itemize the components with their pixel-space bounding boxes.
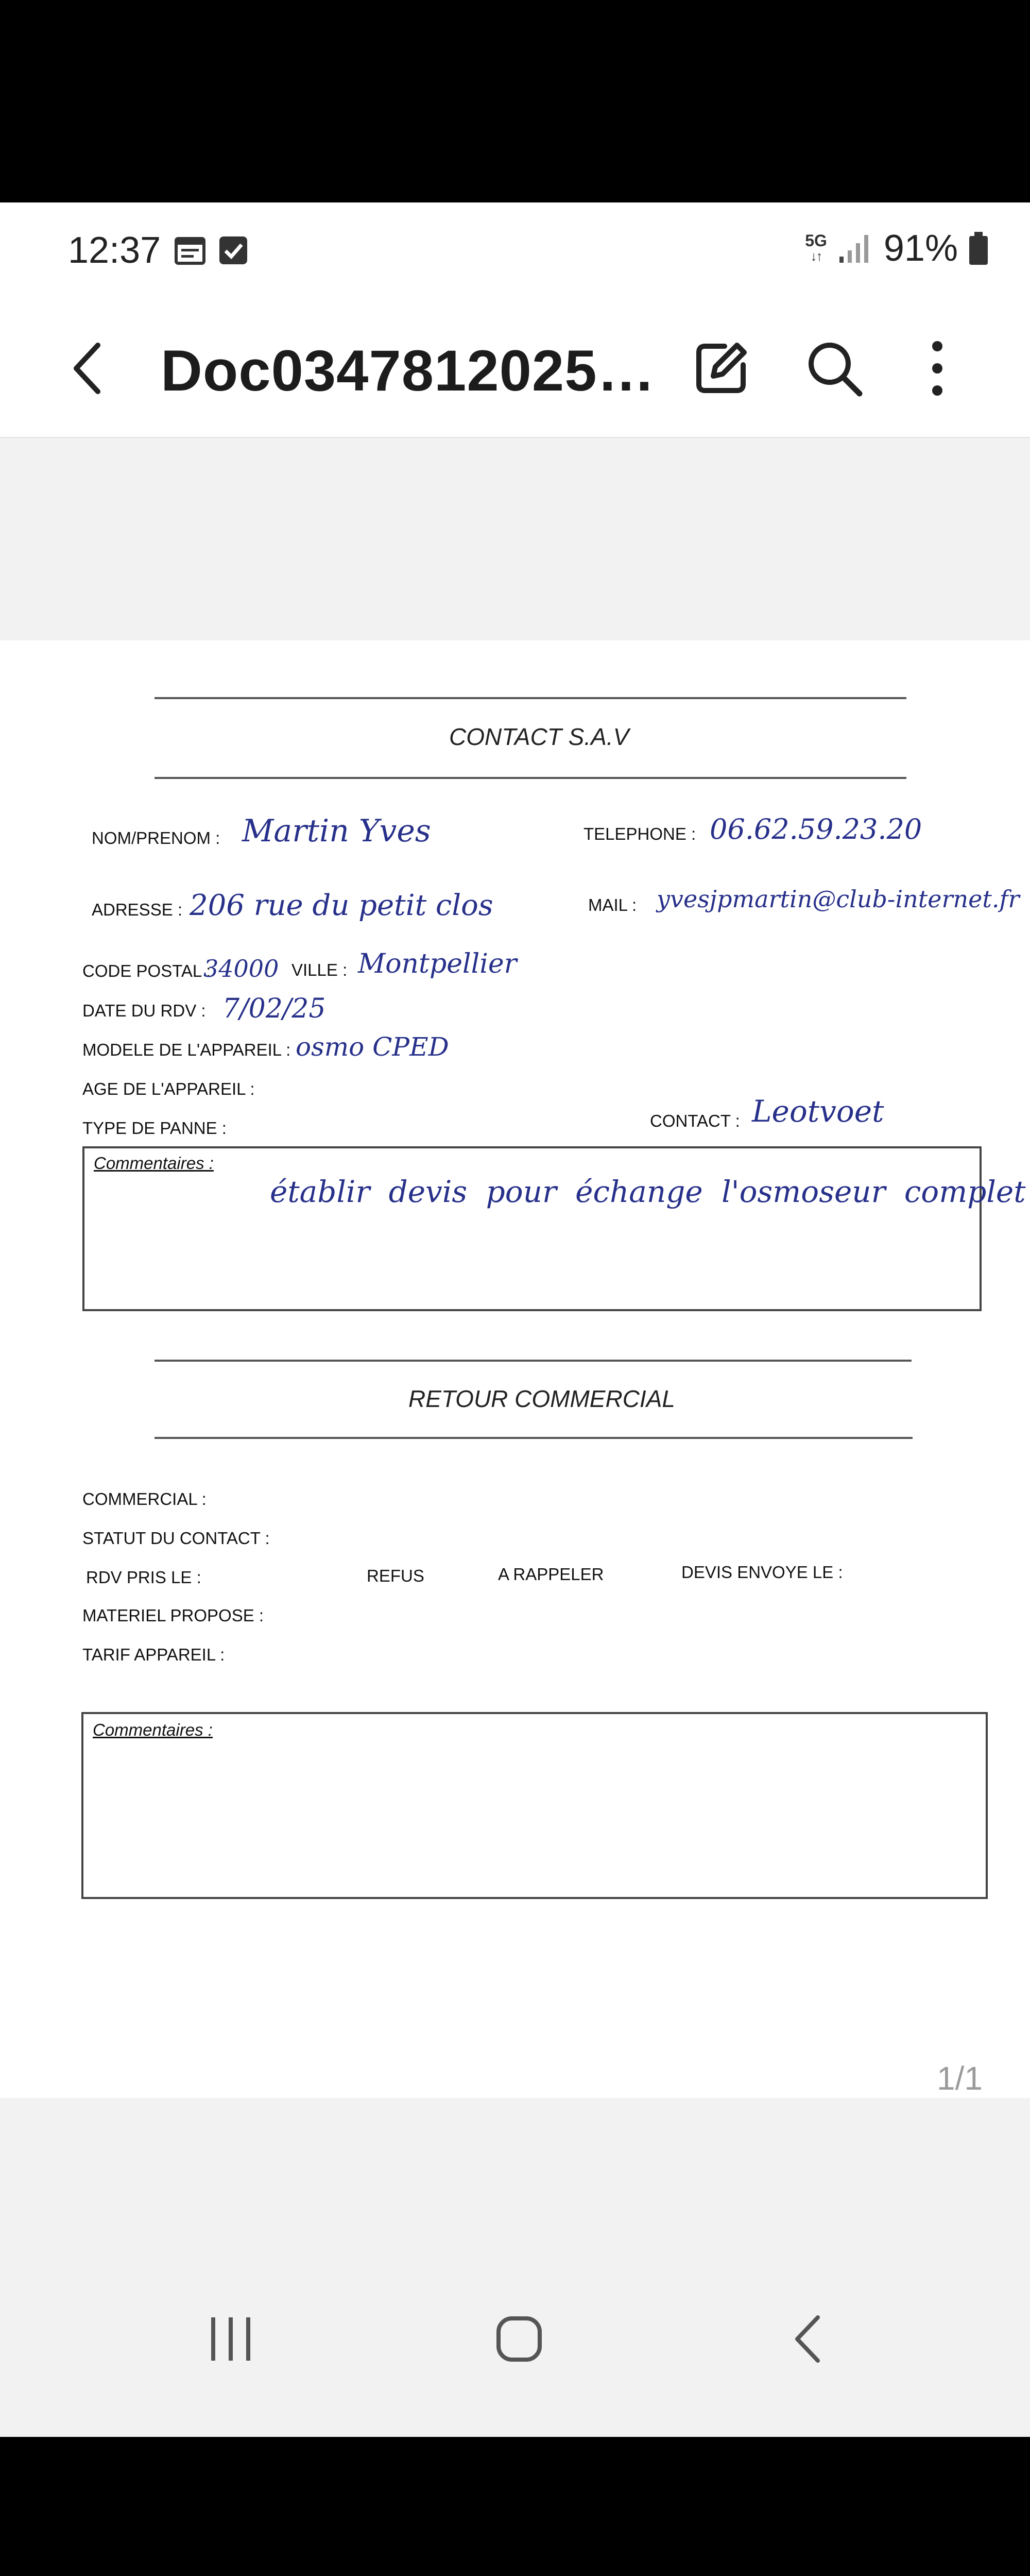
section-divider	[154, 697, 906, 699]
navigation-bar	[0, 2236, 1030, 2434]
app-bar	[0, 306, 1030, 438]
back-icon	[772, 2308, 845, 2370]
nom-prenom-label: NOM/PRENOM :	[92, 828, 220, 848]
document-title: Doc0347812025…	[161, 338, 656, 403]
mail-value: yvesjpmartin@club-internet.fr	[657, 885, 1020, 913]
checkbox-icon	[217, 234, 249, 266]
status-left-icons	[174, 234, 249, 266]
devis-envoye-label: DEVIS ENVOYE LE :	[681, 1563, 843, 1582]
document-page	[0, 640, 1030, 2098]
code-postal-label: CODE POSTAL :	[82, 961, 211, 980]
back-button[interactable]	[62, 335, 113, 402]
mail-label: MAIL :	[588, 895, 637, 914]
home-button[interactable]	[483, 2308, 555, 2370]
contact-section-title: CONTACT S.A.V	[449, 723, 629, 750]
recent-apps-button[interactable]	[195, 2308, 267, 2370]
search-button[interactable]	[801, 335, 868, 402]
contact-comments-box	[82, 1146, 1026, 1311]
retour-comments-label: Commentaires :	[93, 1720, 213, 1739]
edit-icon	[688, 335, 754, 402]
adresse-label: ADRESSE :	[92, 900, 183, 919]
section-divider	[154, 1437, 913, 1439]
telephone-value: 06.62.59.23.20	[710, 813, 922, 845]
modele-value: osmo CPED	[296, 1032, 449, 1062]
tarif-label: TARIF APPAREIL :	[82, 1645, 225, 1664]
ville-label: VILLE :	[291, 960, 348, 979]
signal-icon	[837, 233, 873, 264]
commercial-label: COMMERCIAL :	[82, 1489, 207, 1509]
home-icon	[483, 2308, 555, 2370]
type-panne-label: TYPE DE PANNE :	[82, 1118, 227, 1138]
nav-back-button[interactable]	[772, 2308, 845, 2370]
modele-label: MODELE DE L'APPAREIL :	[82, 1040, 291, 1059]
search-icon	[801, 335, 868, 402]
refus-label: REFUS	[367, 1566, 424, 1585]
nom-prenom-value: Martin Yves	[242, 813, 431, 849]
contact-label: CONTACT :	[650, 1111, 740, 1130]
status-bar	[0, 202, 1030, 306]
date-rdv-value: 7/02/25	[222, 993, 326, 1024]
battery-icon	[968, 231, 989, 266]
calendar-icon	[174, 234, 206, 266]
contact-comments-label: Commentaires :	[94, 1154, 214, 1173]
more-options-button[interactable]	[904, 335, 971, 402]
network-indicator: 5G ↓↑	[805, 231, 827, 264]
status-right	[805, 227, 989, 269]
recent-apps-icon	[195, 2308, 267, 2370]
chevron-left-icon	[62, 335, 113, 402]
page-indicator: 1/1	[937, 2060, 983, 2097]
rdv-pris-label: RDV PRIS LE :	[86, 1568, 201, 1587]
date-rdv-label: DATE DU RDV :	[82, 1001, 206, 1020]
contact-value: Leotvoet	[752, 1094, 884, 1129]
section-divider	[154, 1360, 912, 1362]
more-options-icon	[904, 335, 971, 402]
edit-button[interactable]	[688, 335, 754, 402]
contact-comments-value: établir devis pour échange l'osmoseur complet	[270, 1174, 1026, 1209]
telephone-label: TELEPHONE :	[583, 824, 696, 843]
adresse-value: 206 rue du petit clos	[190, 889, 493, 922]
retour-comments-box	[81, 1712, 988, 1899]
section-divider	[154, 777, 906, 779]
ville-value: Montpellier	[358, 948, 517, 979]
status-time: 12:37	[68, 230, 161, 271]
battery-percent: 91%	[883, 228, 958, 269]
code-postal-value: 34000	[203, 955, 279, 982]
age-label: AGE DE L'APPAREIL :	[82, 1079, 255, 1098]
a-rappeler-label: A RAPPELER	[498, 1565, 604, 1584]
materiel-label: MATERIEL PROPOSE :	[82, 1606, 264, 1625]
retour-section-title: RETOUR COMMERCIAL	[408, 1385, 675, 1412]
statut-label: STATUT DU CONTACT :	[82, 1529, 270, 1548]
